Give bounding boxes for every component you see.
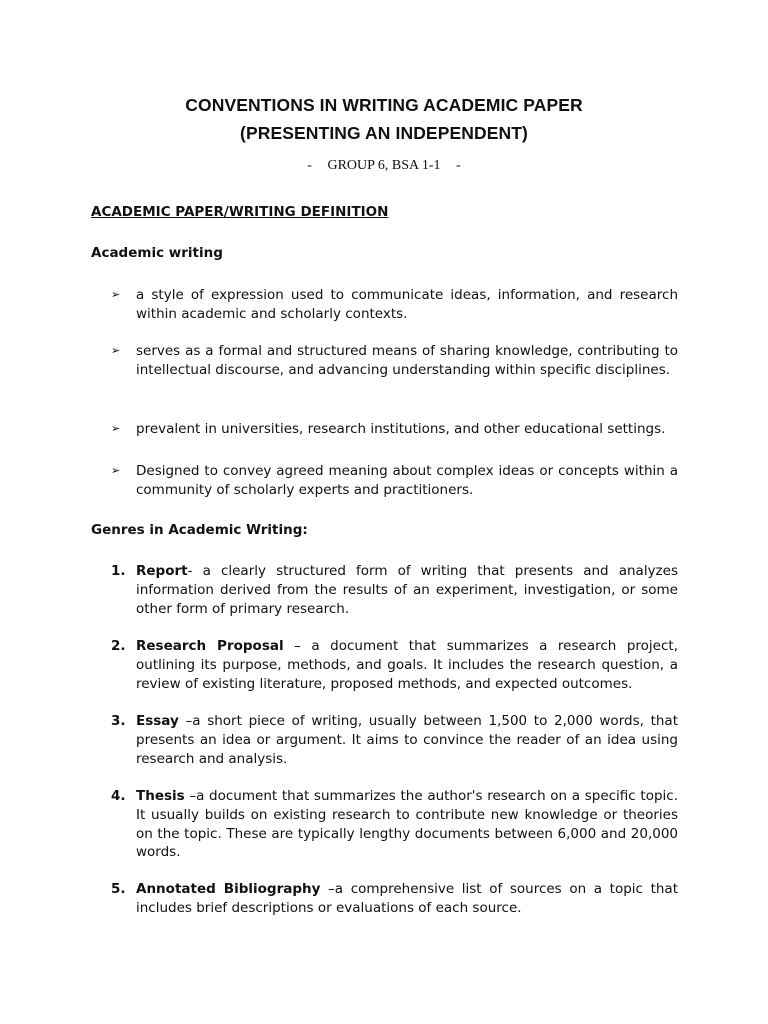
genre-description: –a short piece of writing, usually between 1,500 to 2,000 words, that presents an idea or argument. It aims to convince the reader of an idea using research and analysis. — [136, 713, 678, 767]
subtitle-dash-right: - — [456, 158, 461, 173]
genre-item-annotated-bibliography — [136, 880, 678, 918]
genre-item-report — [136, 562, 678, 618]
bullet-arrow-icon: ➢ — [111, 464, 121, 477]
genre-term: Essay — [136, 713, 179, 729]
subtitle-group-text: GROUP 6, BSA 1-1 — [327, 158, 441, 173]
document-title-line1: CONVENTIONS IN WRITING ACADEMIC PAPER — [185, 95, 583, 115]
section-heading-definition: ACADEMIC PAPER/WRITING DEFINITION — [91, 204, 389, 220]
subtitle-dash-left: - — [307, 158, 312, 173]
genre-item-thesis — [136, 787, 678, 862]
academic-writing-heading: Academic writing — [91, 245, 223, 261]
genre-number: 2. — [111, 638, 126, 654]
genre-description: –a comprehensive list of sources on a topic that includes brief descriptions or evaluations of each source. — [136, 881, 678, 916]
genre-term: Report — [136, 563, 188, 579]
genre-description: - a clearly structured form of writing that presents and analyzes information derived from the results of an experiment, investigation, or some other form of primary research. — [136, 563, 678, 617]
genre-number: 4. — [111, 788, 126, 804]
document-title-line2: (PRESENTING AN INDEPENDENT) — [240, 123, 528, 143]
genre-description: –a document that summarizes the author's research on a specific topic. It usually builds on existing research to contribute new knowledge or theories on the topic. These are typically lengthy documents between 6,000 and 20,000 words. — [136, 788, 678, 861]
genre-term: Annotated Bibliography — [136, 881, 321, 897]
genre-number: 1. — [111, 563, 126, 579]
document-subtitle — [0, 158, 768, 174]
genre-description: – a document that summarizes a research project, outlining its purpose, methods, and goals. It includes the research question, a review of existing literature, proposed methods, and expected outcomes. — [136, 638, 678, 692]
genre-term: Thesis — [136, 788, 185, 804]
genre-item-essay — [136, 712, 678, 768]
bullet-item-1: a style of expression used to communicate ideas, information, and research within academic and scholarly contexts. — [136, 287, 678, 322]
genre-item-research-proposal — [136, 637, 678, 693]
bullet-arrow-icon: ➢ — [111, 288, 121, 301]
genre-number: 5. — [111, 881, 126, 897]
bullet-item-4: Designed to convey agreed meaning about complex ideas or concepts within a community of scholarly experts and practitioners. — [136, 463, 678, 498]
genre-term: Research Proposal — [136, 638, 284, 654]
bullet-arrow-icon: ➢ — [111, 344, 121, 357]
genre-number: 3. — [111, 713, 126, 729]
bullet-item-3: prevalent in universities, research institutions, and other educational settings. — [136, 421, 666, 437]
genres-heading: Genres in Academic Writing: — [91, 522, 308, 538]
bullet-item-2: serves as a formal and structured means of sharing knowledge, contributing to intellectual discourse, and advancing understanding within specific disciplines. — [136, 343, 678, 378]
bullet-arrow-icon: ➢ — [111, 422, 121, 435]
